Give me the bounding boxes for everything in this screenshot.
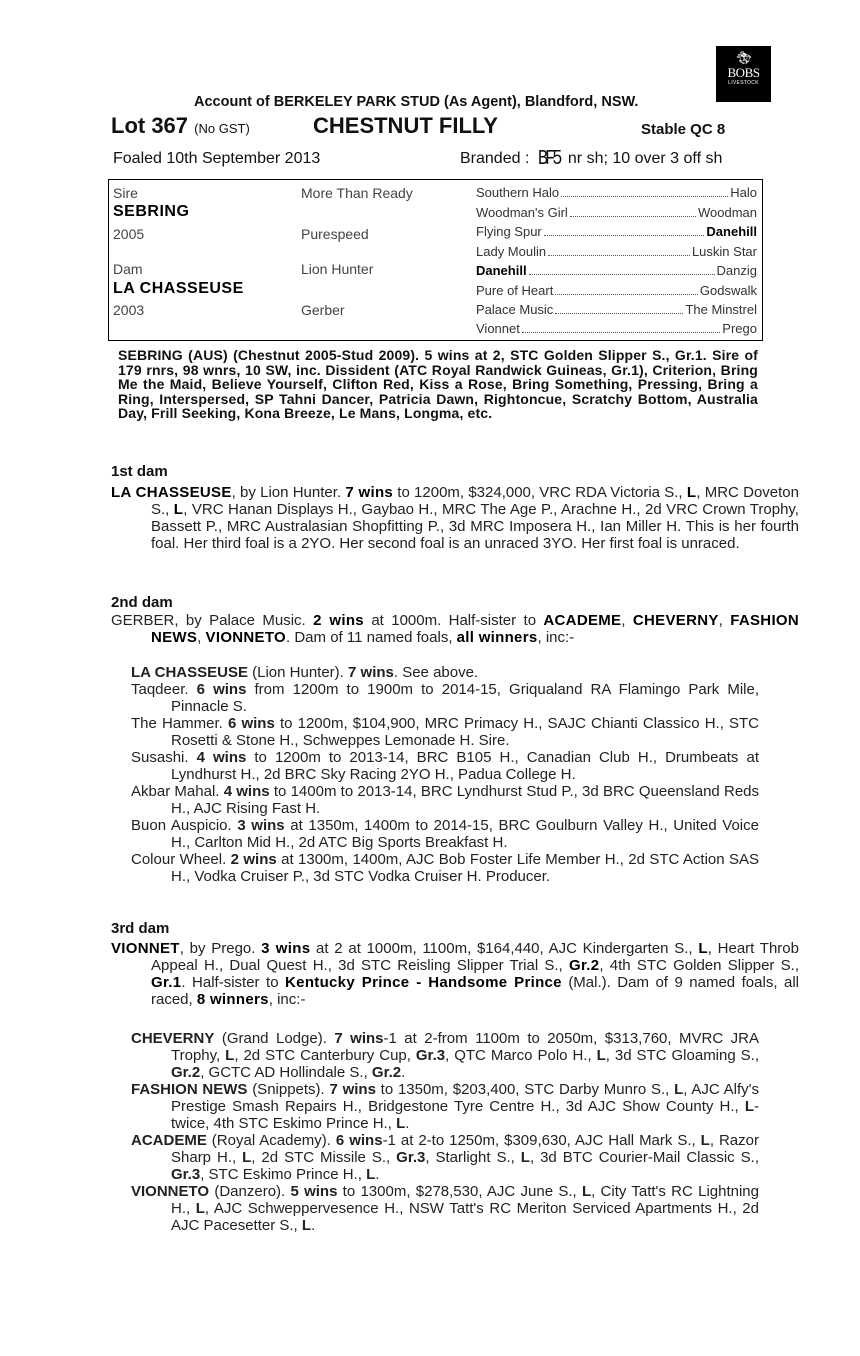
sire-summary: SEBRING (AUS) (Chestnut 2005-Stud 2009). 5 wins at 2, STC Golden Slipper S., Gr.1. Sire of 179 rnrs, 98 wnrs, 10 SW, inc. Dissident (ATC Royal Randwick Guineas, Gr.1), Criterion, Bring Me the Maid, Believe Yourself, Clifton Red, Kiss a Rose, Bring Something, Pressing, Bring a Ring, Interspersed, SP Tahni Dancer, Patricia Dawn, Rightoncue, Scratchy Bottom, Australia Day, Frill Seeking, Kona Breeze, Le Mans, Longma, etc. — [118, 347, 758, 421]
second-dam-heading: 2nd dam — [111, 594, 173, 611]
gen3-sire: Prego — [722, 321, 757, 336]
sire-year: 2005 — [113, 226, 145, 242]
brand-mark: BF5 — [537, 147, 560, 172]
dam-year: 2003 — [113, 302, 145, 318]
account-line: Account of BERKELEY PARK STUD (As Agent), Blandford, NSW. — [194, 94, 639, 110]
gen3-sire: The Minstrel — [685, 302, 757, 317]
gen3-row — [476, 204, 757, 222]
foal-entry: VIONNETO (Danzero). 5 wins to 1300m, $278,530, AJC June S., L, City Tatt's RC Lightning H., L, AJC Schweppervesence H., NSW Tatt's RC Meriton Serviced Apartments H., 2d AJC Pacesetter S., L. — [131, 1183, 759, 1234]
foal-name: Buon Auspicio. — [131, 817, 232, 834]
foal-wins: 3 wins — [237, 817, 285, 834]
foal-wins: 6 wins — [196, 681, 247, 698]
foal-entry: Akbar Mahal. 4 wins to 1400m to 2013-14, BRC Lyndhurst Stud P., 3d BRC Queensland Reds H., AJC Rising Fast H. — [131, 783, 759, 817]
gen3-sire: Danzig — [716, 263, 757, 278]
foal-name: The Hammer. — [131, 715, 223, 732]
lot-label: Lot 367 — [111, 113, 189, 138]
gen3-name: Lady Moulin — [476, 244, 547, 259]
gen3-name: Palace Music — [476, 302, 554, 317]
second-dam-intro: GERBER, by Palace Music. 2 wins at 1000m. Half-sister to ACADEME, CHEVERNY, FASHION NEWS, VIONNETO. Dam of 11 named foals, all winners, inc:- — [111, 612, 800, 646]
bobs-logo — [716, 46, 771, 102]
foal-entry: Susashi. 4 wins to 1200m to 2013-14, BRC B105 H., Canadian Club H., Drumbeats at Lyndhurst H., 2d BRC Sky Racing 2YO H., Padua College H. — [131, 749, 759, 783]
third-dam-foals — [131, 1030, 759, 1234]
jockey-hat-icon: 🏇︎ — [735, 50, 752, 65]
foaled-date: Foaled 10th September 2013 — [113, 150, 321, 167]
gen3-name: Pure of Heart — [476, 283, 554, 298]
branded-rest: nr sh; 10 over 3 off sh — [567, 150, 723, 167]
sex-colour: CHESTNUT FILLY — [313, 113, 498, 138]
gen3-name: Vionnet — [476, 321, 520, 336]
foal-wins: 2 wins — [230, 851, 277, 868]
gen3-row — [476, 184, 757, 202]
foal-name: Akbar Mahal. — [131, 783, 220, 800]
foal-name: Taqdeer. — [131, 681, 189, 698]
gen3-row — [476, 301, 757, 319]
foal-wins: 4 wins — [196, 749, 247, 766]
first-dam-text: LA CHASSEUSE, by Lion Hunter. 7 wins to 1200m, $324,000, VRC RDA Victoria S., L, MRC Doveton S., L, VRC Hanan Displays H., Gaybao H., MRC The Age P., Arachne H., 2d VRC Crown Trophy, Bassett P., MRC Australasian Shopfitting P., 3d MRC Imposera H., Ian Miller H. This is her fourth foal. Her third foal is a 2YO. Her second foal is an unraced 3YO. Her first foal is unraced. — [111, 484, 799, 552]
foal-entry: Colour Wheel. 2 wins at 1300m, 1400m, AJC Bob Foster Life Member H., 2d STC Action SAS H., Vodka Cruiser P., 3d STC Vodka Cruiser H. Producer. — [131, 851, 759, 885]
dam-label: Dam — [113, 261, 143, 277]
gen3-sire: Halo — [730, 185, 757, 200]
sire-label: Sire — [113, 185, 138, 201]
gen3-name: Danehill — [476, 263, 527, 278]
third-dam-intro: VIONNET, by Prego. 3 wins at 2 at 1000m, 1100m, $164,440, AJC Kindergarten S., L, Heart Throb Appeal H., Dual Quest H., 3d STC Reisling Slipper Trial S., Gr.2, 4th STC Golden Slipper S., Gr.1. Half-sister to Kentucky Prince - Handsome Prince (Mal.). Dam of 9 named foals, all raced, 8 winners, inc:- — [111, 940, 799, 1008]
gen3-sire: Woodman — [697, 205, 757, 220]
branded — [460, 147, 723, 172]
third-dam-heading: 3rd dam — [111, 920, 170, 937]
foal-wins: 7 wins — [348, 664, 394, 681]
stable: Stable QC 8 — [641, 121, 726, 138]
no-gst: (No GST) — [194, 121, 250, 136]
sires-sire: More Than Ready — [301, 185, 413, 201]
gen3-sire: Danehill — [706, 224, 757, 239]
foal-name: Susashi. — [131, 749, 189, 766]
foal-entry: Buon Auspicio. 3 wins at 1350m, 1400m to 2014-15, BRC Goulburn Valley H., United Voice H., Carlton Mid H., 2d ATC Big Sports Breakfast H. — [131, 817, 759, 851]
first-dam-name: LA CHASSEUSE — [111, 484, 232, 501]
foal-entry: FASHION NEWS (Snippets). 7 wins to 1350m, $203,400, STC Darby Munro S., L, AJC Alfy's Prestige Smash Repairs H., Bridgestone Tyre Centre H., 3d AJC Show County H., L-twice, 4th STC Eskimo Prince H., L. — [131, 1081, 759, 1132]
dams-sire: Lion Hunter — [301, 261, 374, 277]
gen3-sire: Godswalk — [699, 283, 757, 298]
foal-entry: Taqdeer. 6 wins from 1200m to 1900m to 2014-15, Griqualand RA Flamingo Park Mile, Pinnacle S. — [131, 681, 759, 715]
dams-dam: Gerber — [301, 302, 345, 318]
lot-number — [111, 113, 250, 139]
gen3-row — [476, 262, 757, 280]
first-dam-heading: 1st dam — [111, 463, 168, 480]
logo-subtext: LIVESTOCK — [728, 80, 759, 86]
foal-entry: CHEVERNY (Grand Lodge). 7 wins-1 at 2-from 1100m to 2050m, $313,760, MVRC JRA Trophy, L, 2d STC Canterbury Cup, Gr.3, QTC Marco Polo H., L, 3d STC Gloaming S., Gr.2, GCTC AD Hollindale S., Gr.2. — [131, 1030, 760, 1081]
gen3-name: Woodman's Girl — [476, 205, 568, 220]
foal-wins: 6 wins — [227, 715, 275, 732]
foal-name: Colour Wheel. — [131, 851, 227, 868]
gen3-row — [476, 320, 757, 338]
gen3-row — [476, 243, 757, 261]
foal-name: LA CHASSEUSE — [131, 664, 248, 681]
pedigree-table — [108, 179, 763, 341]
logo-text: BOBS — [727, 65, 760, 80]
gen3-name: Flying Spur — [476, 224, 542, 239]
gen3-sire: Luskin Star — [691, 244, 757, 259]
sire-name: SEBRING — [113, 203, 190, 220]
foal-entry: LA CHASSEUSE (Lion Hunter). 7 wins. See above. — [131, 664, 479, 681]
gen3-row — [476, 282, 757, 300]
second-dam-foals — [131, 664, 759, 885]
sires-dam: Purespeed — [301, 226, 369, 242]
foal-wins: 4 wins — [223, 783, 270, 800]
gen3-name: Southern Halo — [476, 185, 560, 200]
gen3-row — [476, 223, 757, 241]
foal-entry: The Hammer. 6 wins to 1200m, $104,900, MRC Primacy H., SAJC Chianti Classico H., STC Rosetti & Stone H., Schweppes Lemonade H. Sire. — [131, 715, 760, 749]
foal-entry: ACADEME (Royal Academy). 6 wins-1 at 2-to 1250m, $309,630, AJC Hall Mark S., L, Razor Sharp H., L, 2d STC Missile S., Gr.3, Starlight S., L, 3d BTC Courier-Mail Classic S., Gr.3, STC Eskimo Prince H., L. — [131, 1132, 759, 1183]
dam-name: LA CHASSEUSE — [113, 280, 244, 297]
branded-label: Branded : — [460, 150, 530, 167]
